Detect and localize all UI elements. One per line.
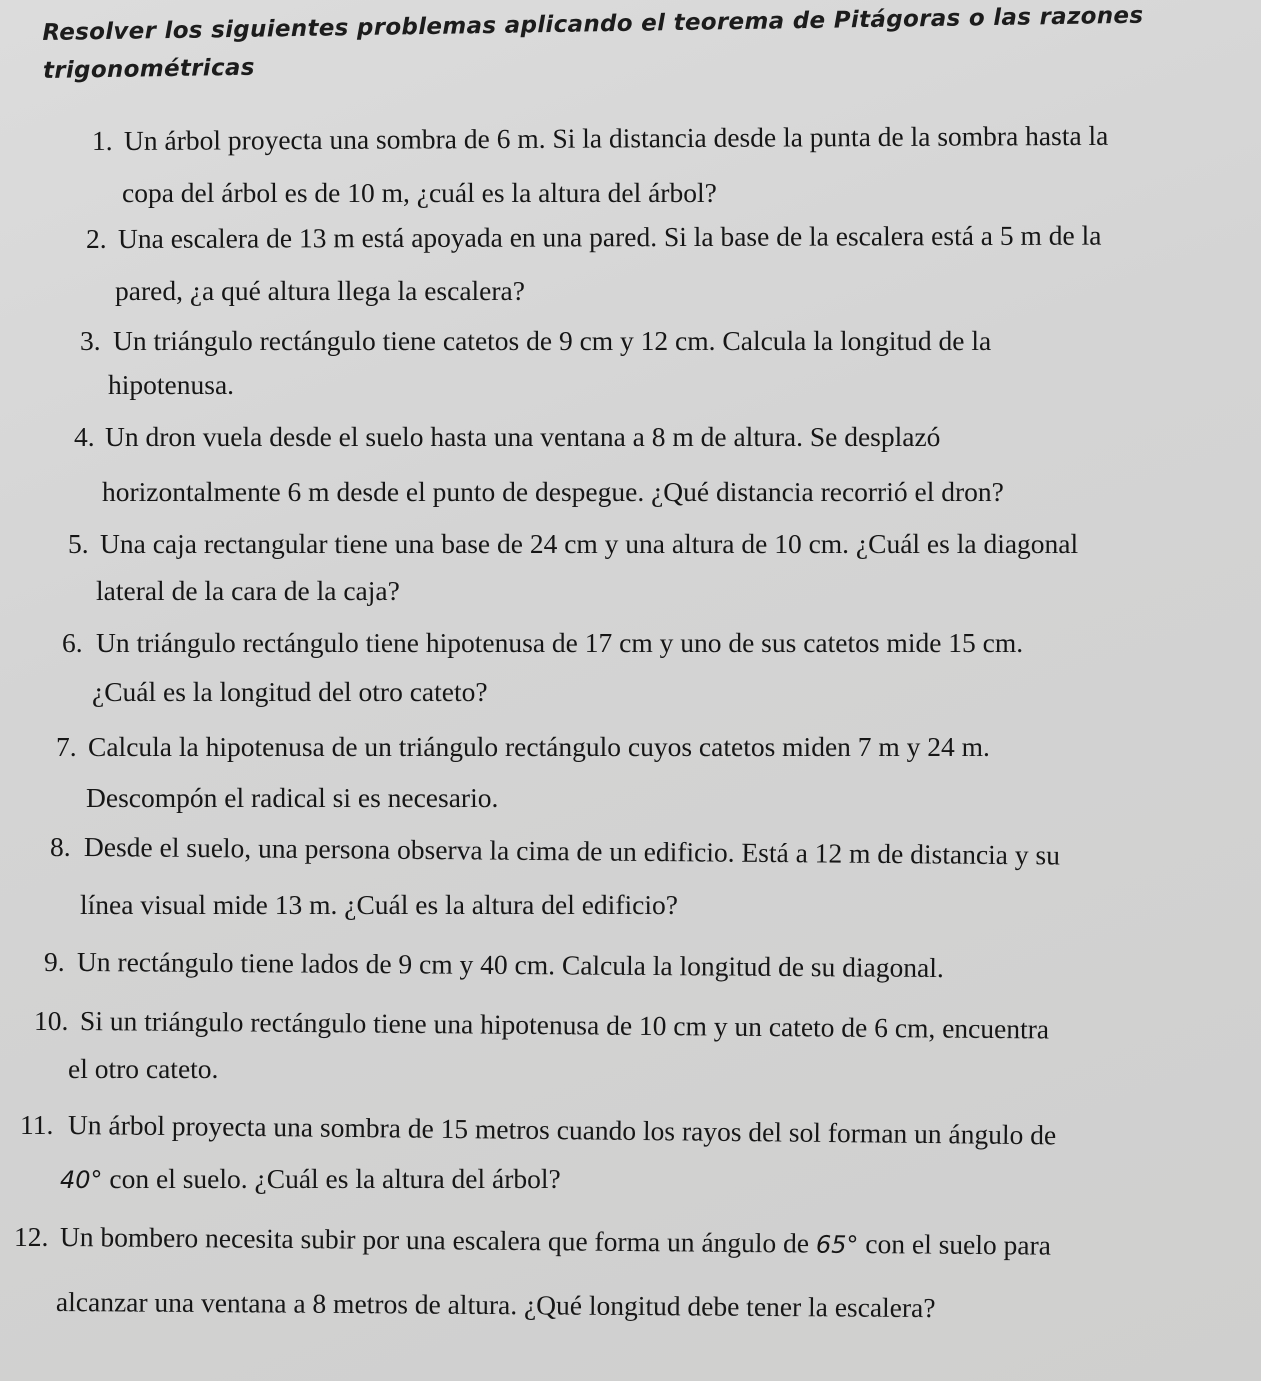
problem-number: 12.	[14, 1221, 49, 1252]
problem-number: 11.	[20, 1109, 54, 1140]
problem-text-line-1: Un árbol proyecta una sombra de 6 m. Si la distancia desde la punta de la sombra hasta la	[123, 119, 1109, 156]
problem-number: 10.	[34, 1005, 69, 1036]
problem-text-line-1: Si un triángulo rectángulo tiene una hipotenusa de 10 cm y un cateto de 6 cm, encuentra	[79, 1005, 1050, 1045]
problem-text-line-1	[60, 1220, 1051, 1264]
problem-number: 5.	[68, 528, 89, 559]
angle-value: 65°	[815, 1230, 859, 1259]
problem-number: 2.	[86, 223, 107, 254]
problem-text-line-1: Calcula la hipotenusa de un triángulo rectángulo cuyos catetos miden 7 m y 24 m.	[88, 731, 990, 762]
problem-text-line-1: Un triángulo rectángulo tiene catetos de 9 cm y 12 cm. Calcula la longitud de la	[113, 325, 992, 356]
problem-text-line-1: Un dron vuela desde el suelo hasta una ventana a 8 m de altura. Se desplazó	[105, 421, 941, 452]
problem-text-line-2-rest: con el suelo. ¿Cuál es la altura del árbol?	[102, 1163, 561, 1194]
angle-value: 40°	[60, 1166, 103, 1194]
problem-text-line-2: horizontalmente 6 m desde el punto de despegue. ¿Qué distancia recorrió el dron?	[102, 476, 1004, 507]
problem-number: 1.	[91, 124, 113, 157]
problem-text-line-2: copa del árbol es de 10 m, ¿cuál es la altura del árbol?	[122, 177, 717, 208]
problem-text-line-2: línea visual mide 13 m. ¿Cuál es la altura del edificio?	[80, 889, 678, 920]
problem-text-line-1: Desde el suelo, una persona observa la cima de un edificio. Está a 12 m de distancia y su	[83, 831, 1061, 871]
problem-text-line-2: el otro cateto.	[68, 1053, 219, 1084]
problem-text-line-2: pared, ¿a qué altura llega la escalera?	[115, 275, 525, 306]
problem-text-line-2: ¿Cuál es la longitud del otro cateto?	[92, 676, 488, 707]
problem-number: 8.	[50, 831, 71, 862]
problem-text-line-2	[60, 1162, 561, 1197]
problem-number: 6.	[62, 627, 83, 658]
problem-number: 3.	[80, 325, 101, 356]
problem-text-line-2: Descompón el radical si es necesario.	[86, 782, 499, 813]
problem-number: 7.	[56, 731, 77, 762]
problem-text-line-1: Un rectángulo tiene lados de 9 cm y 40 cm. Calcula la longitud de su diagonal.	[76, 946, 944, 984]
heading-line-2: trigonométricas	[42, 54, 255, 84]
problem-text-line-2: lateral de la cara de la caja?	[96, 575, 400, 606]
problem-text-line-1: Un árbol proyecta una sombra de 15 metros cuando los rayos del sol forman un ángulo de	[67, 1109, 1057, 1151]
problem-text-line-1-pre: Un bombero necesita subir por una escalera que forma un ángulo de	[59, 1221, 817, 1259]
problem-text-line-2: hipotenusa.	[108, 369, 235, 400]
problem-text-line-1-post: con el suelo para	[858, 1227, 1052, 1261]
problem-text-line-1: Un triángulo rectángulo tiene hipotenusa de 17 cm y uno de sus catetos mide 15 cm.	[96, 627, 1024, 658]
problem-text-line-1: Una caja rectangular tiene una base de 24 cm y una altura de 10 cm. ¿Cuál es la diagonal	[100, 528, 1079, 559]
problem-text-line-2: alcanzar una ventana a 8 metros de altura. ¿Qué longitud debe tener la escalera?	[55, 1286, 936, 1324]
problem-text-line-1: Una escalera de 13 m está apoyada en una pared. Si la base de la escalera está a 5 m de la	[117, 219, 1102, 254]
heading-line-1: Resolver los siguientes problemas aplicando el teorema de Pitágoras o las razones	[42, 2, 1144, 46]
problem-number: 9.	[44, 946, 65, 977]
problem-number: 4.	[74, 421, 95, 452]
